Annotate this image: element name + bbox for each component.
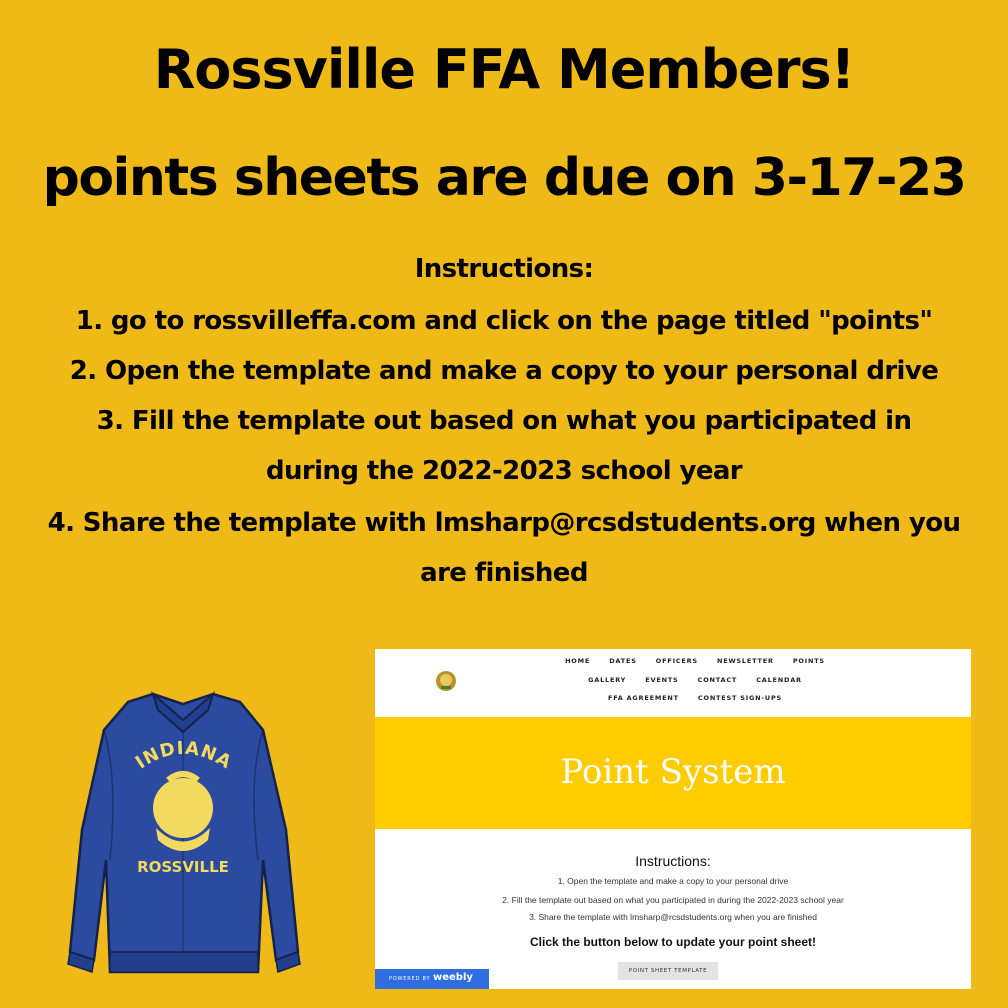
point-sheet-template-button[interactable]: POINT SHEET TEMPLATE bbox=[618, 962, 718, 980]
website-step-3: 3. Share the template with lmsharp@rcsdstudents.org when you are finished bbox=[529, 912, 817, 922]
website-instructions-heading: Instructions: bbox=[635, 853, 711, 869]
powered-by-weebly-badge[interactable] bbox=[375, 969, 489, 989]
website-step-1: 1. Open the template and make a copy to your personal drive bbox=[557, 876, 789, 886]
website-nav-bar bbox=[375, 649, 971, 717]
poster-title: Rossville FFA Members! bbox=[153, 38, 855, 101]
powered-by-label: POWERED BY bbox=[389, 976, 431, 982]
nav-link-points[interactable]: POINTS bbox=[792, 657, 825, 665]
instruction-step-4: 4. Share the template with lmsharp@rcsdstudents.org when you bbox=[47, 508, 961, 538]
nav-link-events[interactable]: EVENTS bbox=[645, 676, 679, 684]
website-screenshot bbox=[375, 649, 971, 989]
website-cta-text: Click the button below to update your point sheet! bbox=[530, 935, 816, 949]
instruction-step-4-continued: are finished bbox=[420, 558, 588, 588]
nav-link-newsletter[interactable]: NEWSLETTER bbox=[716, 657, 774, 665]
nav-link-home[interactable]: HOME bbox=[565, 657, 591, 665]
instruction-step-3: 3. Fill the template out based on what you participated in bbox=[96, 406, 912, 436]
jacket-top-text: INDIANA bbox=[131, 737, 236, 774]
ffa-logo-icon bbox=[435, 669, 457, 693]
nav-row bbox=[515, 657, 875, 665]
nav-link-calendar[interactable]: CALENDAR bbox=[756, 676, 802, 684]
nav-row bbox=[515, 694, 875, 702]
instruction-step-1: 1. go to rossvilleffa.com and click on the page titled "points" bbox=[75, 306, 933, 336]
nav-row bbox=[515, 676, 875, 684]
website-step-2: 2. Fill the template out based on what you participated in during the 2022-2023 school year bbox=[502, 895, 844, 905]
nav-link-officers[interactable]: OFFICERS bbox=[655, 657, 698, 665]
nav-link-dates[interactable]: DATES bbox=[609, 657, 637, 665]
weebly-logo: weebly bbox=[433, 972, 473, 983]
website-banner-title: Point System bbox=[560, 752, 786, 792]
instruction-step-3-continued: during the 2022-2023 school year bbox=[265, 456, 743, 486]
jacket-bottom-text: ROSSVILLE bbox=[137, 858, 229, 876]
nav-link-contest-sign-ups[interactable]: CONTEST SIGN-UPS bbox=[697, 694, 783, 702]
nav-link-ffa-agreement[interactable]: FFA AGREEMENT bbox=[607, 694, 679, 702]
instruction-step-2: 2. Open the template and make a copy to your personal drive bbox=[69, 356, 939, 386]
poster-subtitle-due-date: points sheets are due on 3-17-23 bbox=[42, 148, 966, 208]
nav-link-contact[interactable]: CONTACT bbox=[697, 676, 738, 684]
ffa-jacket-illustration bbox=[58, 690, 308, 980]
instructions-heading: Instructions: bbox=[414, 254, 594, 284]
website-banner bbox=[375, 717, 971, 829]
nav-link-gallery[interactable]: GALLERY bbox=[588, 676, 627, 684]
